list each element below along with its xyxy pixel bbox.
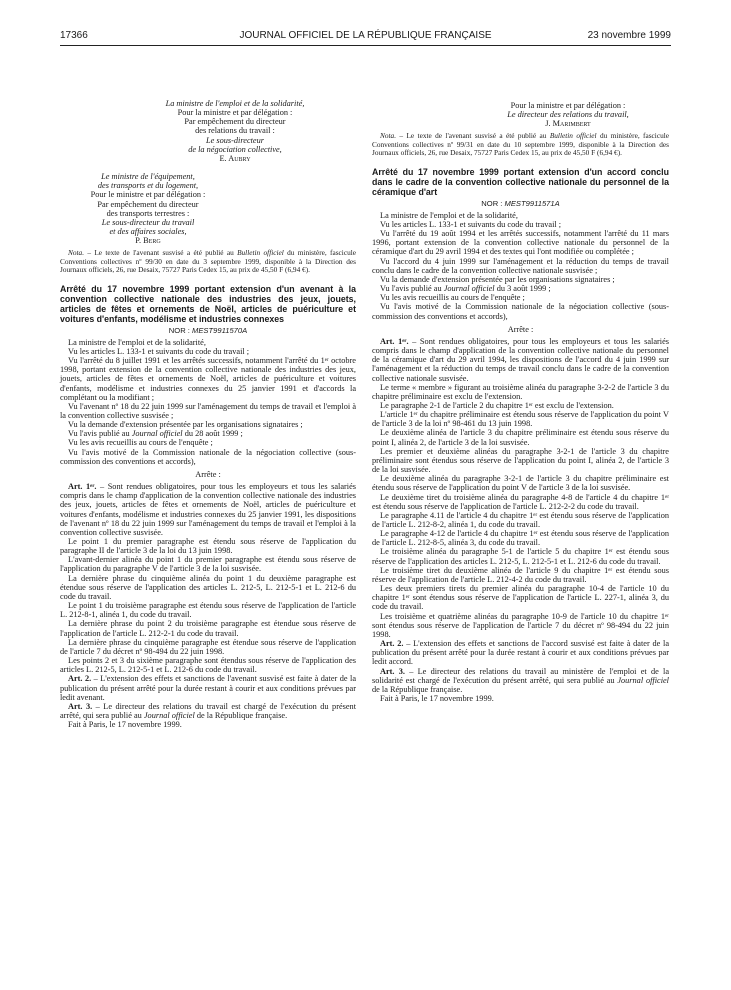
article-paragraph: La dernière phrase du point 2 du troisième paragraphe est étendue sous réserve de l'application de l'article L. 212-2-1 du code du travail. bbox=[60, 619, 356, 638]
article-paragraph: La dernière phrase du cinquième alinéa du point 1 du deuxième paragraphe est étendue sous réserve de l'application des articles L. 212-5, L. 212-5-1 et L. 212-6 du code du travail. bbox=[60, 573, 356, 601]
signatory-name: J. Marimbert bbox=[545, 119, 591, 129]
nota-paragraph: Nota. – Le texte de l'avenant susvisé a été publié au Bulletin officiel du ministère, fascicule Conventions collectives nº 99/31 en date du 10 septembre 1999, disponible à la Direction des Journaux officiels, 26, rue Desaix, 75727 Paris Cedex 15, au prix de 45,50 F (6,94 €). bbox=[372, 131, 669, 158]
article-paragraph: Les points 2 et 3 du sixième paragraphe sont étendus sous réserve de l'application des articles L. 212-5, L. 212-5-1 et L. 212-6 du code du travail. bbox=[60, 656, 356, 675]
visa-line: Vu l'accord du 4 juin 1999 sur l'aménagement et la réduction du temps de travail conclu dans le cadre de la convention collective nationale susvisée ; bbox=[372, 256, 669, 275]
header-rule bbox=[60, 45, 671, 46]
article-paragraph: Les deux premiers tirets du premier alinéa du paragraphe 10-4 de l'article 10 du chapitre 1ᵉʳ sont étendus sous réserve de l'application de l'article L. 227-1, alinéa 3, du code du travail. bbox=[372, 584, 669, 612]
article-3: Art. 3. – Le directeur des relations du travail est chargé de l'exécution du présent arrêté, qui sera publié au Journal officiel de la République française. bbox=[60, 701, 356, 720]
article-paragraph: Le paragraphe 2-1 de l'article 2 du chapitre 1ᵉʳ est exclu de l'extension. bbox=[380, 400, 614, 410]
journal-title: JOURNAL OFFICIEL DE LA RÉPUBLIQUE FRANÇAISE bbox=[239, 30, 492, 41]
signature-line: des transports et du logement, bbox=[97, 181, 199, 191]
right-column bbox=[372, 101, 669, 703]
signature-line: des relations du travail : bbox=[195, 126, 275, 136]
signatory-name: P. Berg bbox=[135, 236, 161, 246]
nor-reference: NOR : MEST9911570A bbox=[168, 325, 248, 335]
signature-line: Pour la ministre et par délégation : bbox=[177, 108, 293, 118]
visa-line: Vu la demande d'extension présentée par les organisations signataires ; bbox=[380, 274, 615, 284]
article-1: Art. 1ᵉʳ. – Sont rendues obligatoires, pour tous les employeurs et tous les salariés compris dans le champ d'application de la convention collective nationale des industries des jeux, jouets, articles de fêtes et ornements de Noël, articles de puériculture et voitures d'enfants, modélisme et industries connexes du 25 janvier 1991, les dispositions de l'avenant nº 18 du 22 juin 1999 sur l'aménagement du temps de travail et l'emploi à la convention collective susvisée. bbox=[60, 482, 356, 537]
article-paragraph: Le point 1 du premier paragraphe est étendu sous réserve de l'application du paragraphe II de l'article 3 de la loi du 13 juin 1998. bbox=[60, 537, 356, 556]
article-paragraph: Le troisième alinéa du paragraphe 5-1 de l'article 5 du chapitre 1ᵉʳ est étendu sous réserve de l'application des articles L. 212-5, L. 212-5-1 et L. 212-6 du code du travail. bbox=[372, 547, 669, 566]
article-paragraph: Le point 1 du troisième paragraphe est étendu sous réserve de l'application de l'article L. 212-8-1, alinéa 1, du code du travail. bbox=[60, 601, 356, 620]
visa-line: Vu l'arrêté du 19 août 1994 et les arrêtés successifs, notamment l'arrêté du 11 mars 1996, portant extension de la convention collective nationale du personnel de la céramique d'art du 29 avril 1994 et des textes qui l'ont modifiée ou complétée ; bbox=[372, 229, 669, 257]
decree-title: Arrêté du 17 novembre 1999 portant extension d'un avenant à la convention collective nationale des industries des jeux, jouets, articles de fêtes et ornements de Noël, articles de puériculture et voitures d'enfants, modélisme et industries connexes bbox=[60, 283, 356, 324]
article-3: Art. 3. – Le directeur des relations du travail au ministère de l'emploi et de la solidarité est chargé de l'exécution du présent arrêté, qui sera publié au Journal officiel de la République française. bbox=[372, 666, 669, 694]
visa-line: Vu les avis recueillis au cours de l'enquête ; bbox=[68, 438, 213, 448]
article-paragraph: Le deuxième tiret du troisième alinéa du paragraphe 4-8 de l'article 4 du chapitre 1ᵉʳ est étendu sous réserve de l'application de l'article L. 212-2-2 du code du travail. bbox=[372, 492, 669, 511]
visa-line: La ministre de l'emploi et de la solidarité, bbox=[68, 337, 206, 347]
nota-paragraph: Nota. – Le texte de l'avenant susvisé a été publié au Bulletin officiel du ministère, fascicule Conventions collectives nº 99/30 en date du 3 septembre 1999, disponible à la Direction des Journaux officiels, 26, rue Desaix, 75727 Paris Cedex 15, au prix de 45,50 F (6,94 €). bbox=[60, 248, 356, 275]
page-header bbox=[60, 30, 671, 44]
article-paragraph: Le paragraphe 4.11 de l'article 4 du chapitre 1ᵉʳ est étendu sous réserve de l'application de l'article L. 212-8-2, alinéa 1, du code du travail. bbox=[372, 510, 669, 529]
visa-line: Vu l'avis motivé de la Commission nationale de la négociation collective (sous-commission des conventions et accords), bbox=[60, 447, 356, 466]
page-number: 17366 bbox=[60, 30, 88, 41]
signature-line: des transports terrestres : bbox=[106, 208, 190, 218]
visa-line: Vu l'avis motivé de la Commission nationale de la négociation collective (sous-commission des conventions et accords), bbox=[372, 302, 669, 321]
article-paragraph: L'avant-dernier alinéa du point 1 du premier paragraphe est étendu sous réserve de l'application du paragraphe V de l'article 3 de la loi susvisée. bbox=[60, 555, 356, 574]
visa-line: Vu les articles L. 133-1 et suivants du code du travail ; bbox=[380, 220, 562, 229]
article-paragraph: Le deuxième alinéa du paragraphe 3-2-1 de l'article 3 du chapitre préliminaire est étendu sous réserve de l'application du point V de l'article 3 de la loi susvisée. bbox=[372, 474, 669, 493]
signature-date: Fait à Paris, le 17 novembre 1999. bbox=[380, 693, 494, 703]
article-paragraph: Le terme « membre » figurant au troisième alinéa du paragraphe 3-2-2 de l'article 3 du chapitre préliminaire est exclu de l'extension. bbox=[372, 382, 669, 401]
signature-line: Le directeur des relations du travail, bbox=[507, 110, 629, 120]
visa-line: Vu l'avenant nº 18 du 22 juin 1999 sur l'aménagement du temps de travail et l'emploi à la convention collective susvisée ; bbox=[60, 401, 356, 420]
signature-line: Par empêchement du directeur bbox=[97, 199, 199, 209]
article-paragraph: Le deuxième alinéa de l'article 3 du chapitre préliminaire est étendu sous réserve du point I, alinéa 2, de l'article 3 de la loi susvisée. bbox=[372, 428, 669, 447]
nor-reference: NOR : MEST9911571A bbox=[481, 198, 560, 208]
signatory-name: E. Aubry bbox=[219, 153, 251, 163]
article-paragraph: Le troisième tiret du deuxième alinéa de l'article 9 du chapitre 1ᵉʳ est étendu sous réserve de l'application de l'article L. 212-4-2 du code du travail. bbox=[372, 565, 669, 584]
signature-line: Par empêchement du directeur bbox=[184, 117, 286, 127]
article-paragraph: Le paragraphe 4-12 de l'article 4 du chapitre 1ᵉʳ est étendu sous réserve de l'application de l'article L. 212-8-5, alinéa 3, du code du travail. bbox=[372, 529, 669, 548]
signature-block-2 bbox=[60, 172, 236, 245]
article-1: Art. 1ᵉʳ. – Sont rendues obligatoires, pour tous les employeurs et tous les salariés compris dans le champ d'application de la convention collective nationale du personnel de la céramique d'art du 29 avril 1994, les dispositions de l'accord du 4 juin 1999 sur l'aménagement et la réduction du temps de travail conclu dans le cadre de la convention collective nationale susvisée. bbox=[372, 336, 669, 383]
signature-line: Le ministre de l'équipement, bbox=[101, 172, 195, 182]
arrete-heading: Arrête : bbox=[507, 324, 534, 334]
signature-line: Le sous-directeur bbox=[206, 135, 264, 145]
signature-line: et des affaires sociales, bbox=[109, 227, 187, 237]
article-2: Art. 2. – L'extension des effets et sanctions de l'accord susvisé est faite à dater de la publication du présent arrêté pour la durée restant à courir et aux conditions prévues par ledit accord. bbox=[372, 639, 670, 667]
visa-line: Vu les articles L. 133-1 et suivants du code du travail ; bbox=[68, 346, 250, 356]
signature-line: La ministre de l'emploi et de la solidarité, bbox=[165, 99, 305, 108]
signature-line: Le sous-directeur du travail bbox=[101, 217, 195, 227]
signature-date: Fait à Paris, le 17 novembre 1999. bbox=[68, 720, 182, 730]
signature-line: Pour la ministre et par délégation : bbox=[510, 101, 626, 110]
signature-block-1 bbox=[115, 99, 355, 163]
signature-line: de la négociation collective, bbox=[188, 144, 282, 154]
visa-line: Vu l'avis publié au Journal officiel du 28 août 1999 ; bbox=[68, 429, 243, 439]
visa-line: Vu les avis recueillis au cours de l'enquête ; bbox=[380, 293, 525, 303]
article-paragraph: La dernière phrase du cinquième paragraphe est étendue sous réserve de l'application de l'article 7 du décret nº 98-494 du 22 juin 1998. bbox=[60, 637, 356, 656]
visa-line: Vu la demande d'extension présentée par les organisations signataires ; bbox=[68, 420, 303, 430]
signature-block-3 bbox=[468, 101, 668, 128]
article-paragraph: Les troisième et quatrième alinéas du paragraphe 10-9 de l'article 10 du chapitre 1ᵉʳ sont étendus sous réserve de l'application de l'article 7 du décret nº 98-494 du 22 juin 1998. bbox=[372, 611, 669, 639]
article-2: Art. 2. – L'extension des effets et sanctions de l'avenant susvisé est faite à dater de la publication du présent arrêté pour la durée restant à courir et aux conditions prévues par ledit avenant. bbox=[60, 674, 357, 702]
article-paragraph: L'article 1ᵉʳ du chapitre préliminaire est étendu sous réserve de l'application du point V de l'article 3 de la loi nº 98-461 du 13 juin 1998. bbox=[372, 410, 669, 429]
visa-line: La ministre de l'emploi et de la solidarité, bbox=[380, 210, 518, 220]
signature-line: Pour le ministre et par délégation : bbox=[90, 190, 206, 200]
issue-date: 23 novembre 1999 bbox=[587, 30, 671, 41]
left-column bbox=[60, 99, 356, 729]
visa-line: Vu l'arrêté du 8 juillet 1991 et les arrêtés successifs, notamment l'arrêté du 1ᵉʳ octobre 1998, portant extension de la convention collective nationale des industries des jeux, jouets, articles de fêtes et ornements de Noël, articles de puériculture et voitures d'enfants, modélisme et industries connexes du 25 janvier 1991 et d'accords la complétant ou la modifiant ; bbox=[60, 356, 356, 402]
decree-title: Arrêté du 17 novembre 1999 portant extension d'un accord conclu dans le cadre de la convention collective nationale du personnel de la céramique d'art bbox=[372, 166, 669, 197]
arrete-heading: Arrête : bbox=[195, 469, 221, 479]
visa-line: Vu l'avis publié au Journal officiel du 3 août 1999 ; bbox=[380, 284, 551, 294]
article-paragraph: Les premier et deuxième alinéas du paragraphe 3-2-1 de l'article 3 du chapitre préliminaire sont étendus sous réserve de l'application du point I, alinéa 2, de l'article 3 de la loi susvisée. bbox=[372, 446, 669, 475]
